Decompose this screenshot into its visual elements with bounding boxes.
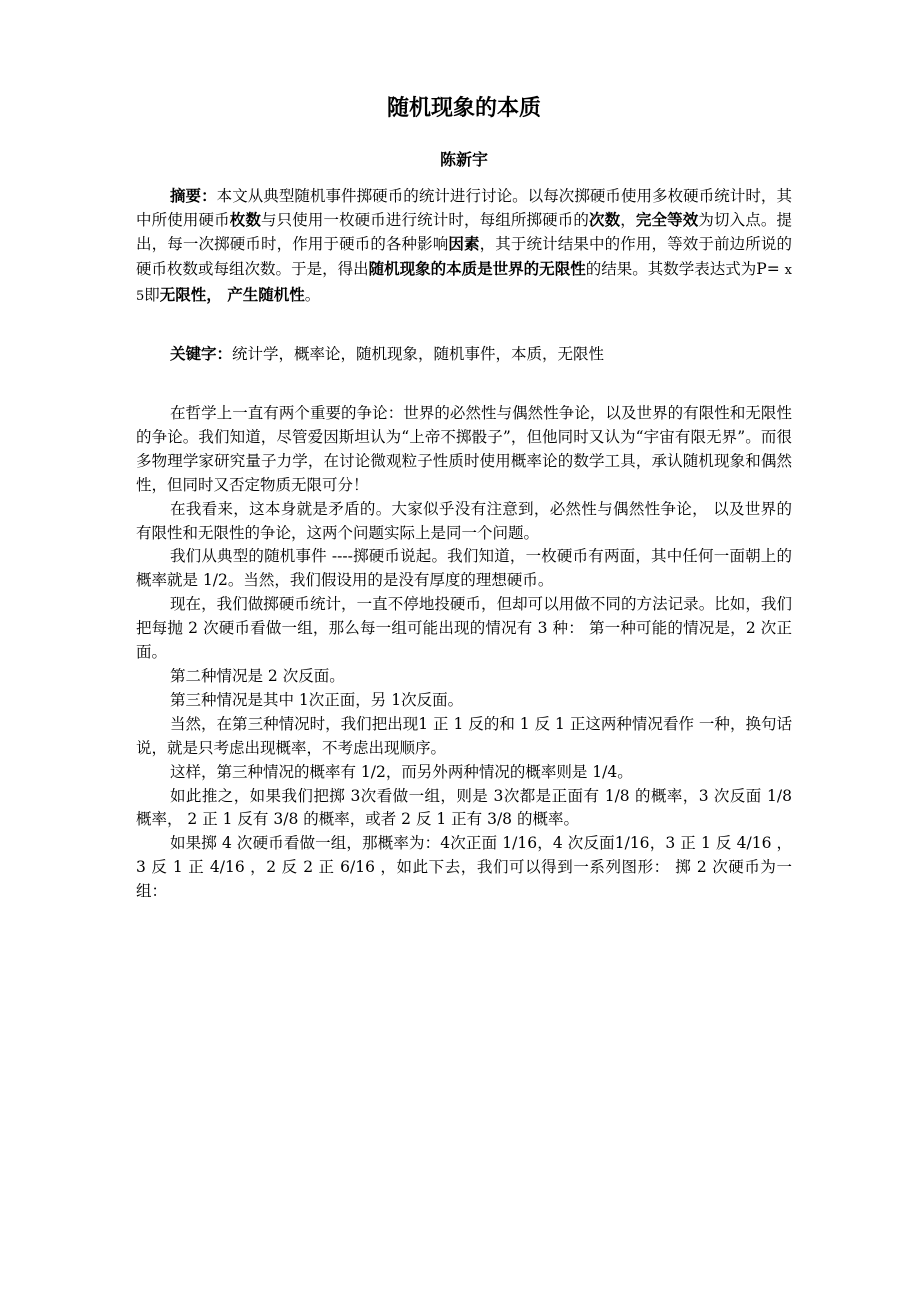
body-paragraph: 在哲学上一直有两个重要的争论：世界的必然性与偶然性争论，以及世界的有限性和无限性的争论。我们知道，尽管爱因斯坦认为“上帝不掷骰子”，但他同时又认为“宇宙有限无界”。而很多物理学家研究量子力学，在讨论微观粒子性质时使用概率论的数学工具，承认随机现象和偶然性，但同时又否定物质无限可分！	[136, 404, 792, 494]
abstract-segment-bold: 完全等效	[635, 211, 699, 230]
abstract-segment-bold: 无限性， 产生随机性	[159, 285, 305, 304]
abstract-segment-bold: 次数	[588, 211, 621, 230]
body-paragraph: 如此推之，如果我们把掷 3次看做一组，则是 3次都是正面有 1/8 的概率，3 次反面 1/8 概率， 2 正 1 反有 3/8 的概率，或者 2 反 1 正有 3/8 的概率。	[136, 786, 792, 829]
body-paragraph: 在我看来，这本身就是矛盾的。大家似乎没有注意到，必然性与偶然性争论， 以及世界的有限性和无限性的争论，这两个问题实际上是同一个问题。	[136, 499, 792, 542]
keywords-label: 关键字：	[170, 345, 233, 363]
keywords-paragraph	[136, 342, 792, 366]
abstract-segment: ，	[620, 211, 636, 230]
body-paragraph: 我们从典型的随机事件 ----掷硬币说起。我们知道，一枚硬币有两面，其中任何一面朝上的概率就是 1/2。当然，我们假设用的是没有厚度的理想硬币。	[136, 547, 792, 590]
abstract-segment: ，其于统计结果中的作用，等效于前边所说的硬币枚数或每组次数。于是，得出	[136, 235, 792, 278]
abstract-segment: 为切入点。提出，每一次掷硬币时，作用于硬币的各种影响	[136, 211, 792, 254]
body-paragraph: 第二种情况是 2 次反面。	[170, 666, 345, 685]
abstract-segment: 即	[144, 285, 160, 304]
body-paragraph: 如果掷 4 次硬币看做一组，那概率为：4次正面 1/16，4 次反面1/16，3 正 1 反 4/16 ，3 反 1 正 4/16 ，2 反 2 正 6/16 ，如此下去，我们可以得到一系列图形： 掷 2 次硬币为一组：	[136, 834, 792, 901]
body-paragraph: 这样，第三种情况的概率有 1/2，而另外两种情况的概率则是 1/4。	[170, 762, 633, 781]
body-text	[136, 402, 792, 904]
keywords-text: 统计学，概率论，随机现象，随机事件，本质，无限性	[232, 345, 605, 363]
abstract-segment-bold: 随机现象的本质是世界的无限性	[368, 259, 586, 278]
abstract-paragraph	[136, 184, 792, 309]
body-paragraph: 当然，在第三种情况时，我们把出现1 正 1 反的和 1 反 1 正这两种情况看作 一种，换句话说，就是只考虑出现概率，不考虑出现顺序。	[136, 714, 792, 757]
page-title: 随机现象的本质	[386, 96, 541, 121]
abstract-segment: 。	[304, 285, 321, 304]
author-name: 陈新宇	[439, 150, 488, 169]
abstract-label: 摘要：	[170, 187, 217, 205]
abstract-segment: 的结果。其数学表达式为P=	[585, 259, 785, 278]
formula-fragment: x 5	[136, 262, 792, 304]
body-paragraph: 现在，我们做掷硬币统计，一直不停地投硬币，但却可以用做不同的方法记录。比如，我们把每抛 2 次硬币看做一组，那么每一组可能出现的情况有 3 种： 第一种可能的情况是，2 次正面。	[136, 595, 792, 662]
abstract-segment: 本文从典型随机事件掷硬币的统计进行讨论。以每次掷硬币使用多枚硬币统计时，其中所使用硬币	[136, 187, 792, 230]
abstract-segment-bold: 因素	[448, 235, 480, 254]
abstract-segment: 与只使用一枚硬币进行统计时，每组所掷硬币的	[260, 211, 589, 230]
abstract-segment-bold: 枚数	[229, 211, 261, 230]
body-paragraph: 第三种情况是其中 1次正面，另 1次反面。	[170, 690, 464, 709]
